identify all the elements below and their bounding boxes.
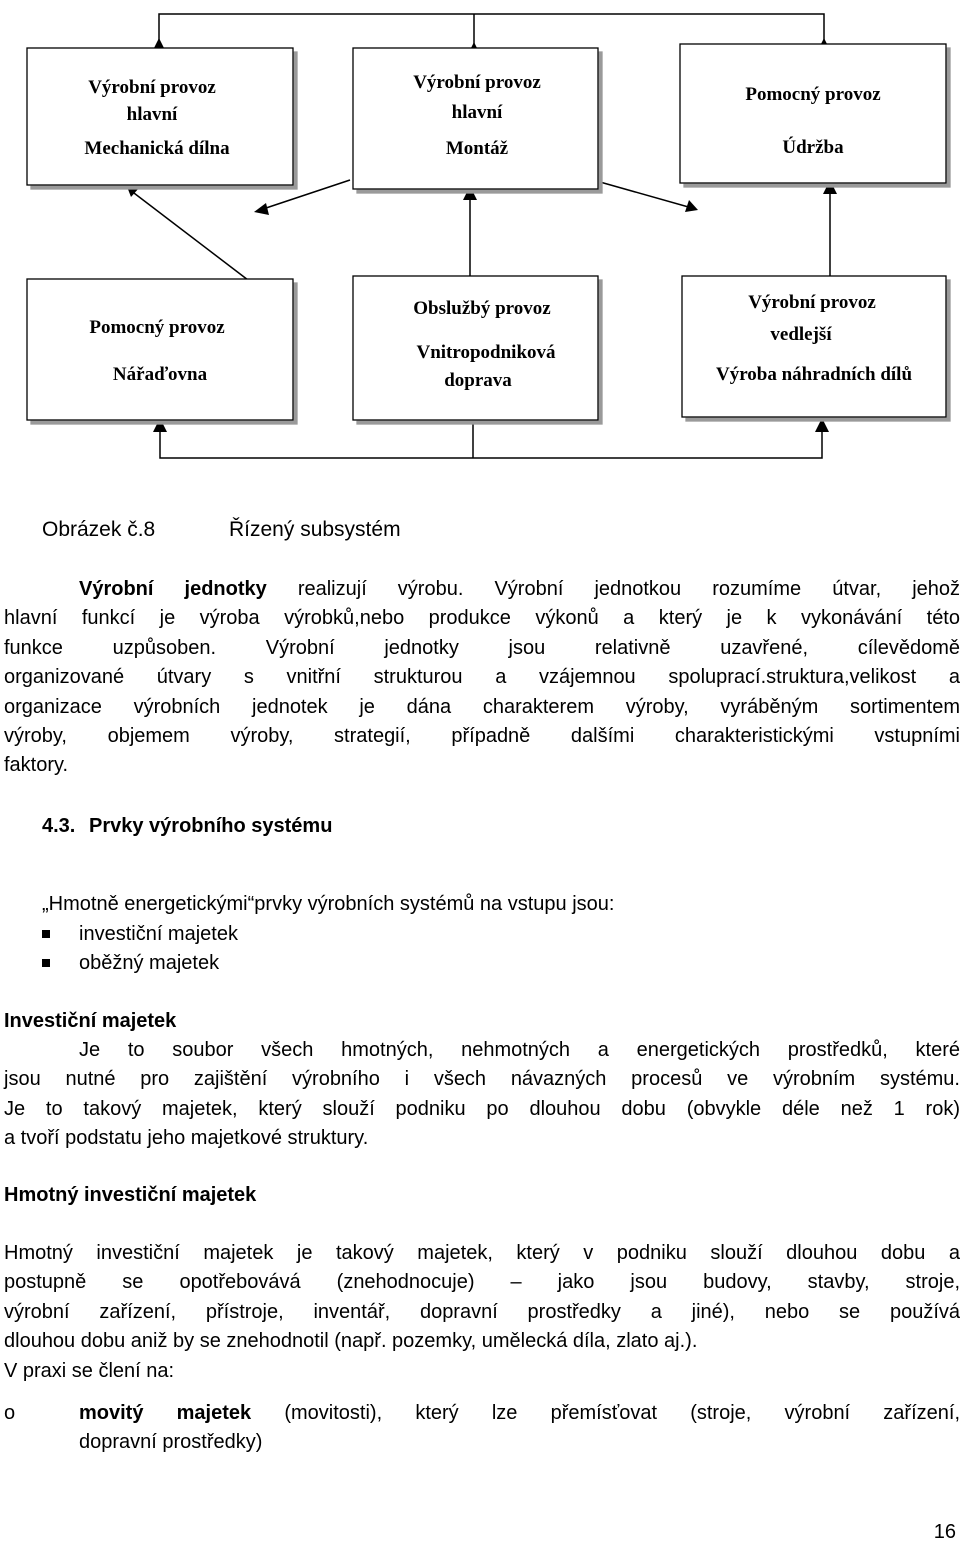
inv-line3: Je to takový majetek, který slouží podniku po dlouhou dobu (obvykle déle než 1 rok): [4, 1097, 960, 1120]
arrowhead-icon: [815, 418, 829, 432]
box6-line2: vedlejší: [770, 324, 832, 345]
bullet-item: investiční majetek: [79, 923, 238, 945]
box4-line1: Pomocný provoz: [89, 317, 225, 338]
box2-line2: hlavní: [451, 102, 503, 123]
paragraph-tangible: [4, 1239, 960, 1386]
figure-number: Obrázek č.8: [42, 518, 156, 541]
section-number: 4.3.: [42, 815, 76, 837]
square-bullet-icon: [42, 959, 50, 967]
subsystem-diagram: [0, 0, 960, 480]
tang-line3: výrobní zařízení, přístroje, inventář, dopravní prostředky a jiné), nebo se používá: [4, 1300, 960, 1323]
box2-line1: Výrobní provoz: [413, 72, 541, 93]
box-aux-toolroom: [27, 279, 293, 420]
box5-line1: Obslužbý provoz: [413, 298, 551, 319]
movable-item: [79, 1399, 960, 1458]
movable-bold-lead: movitý majetek: [79, 1402, 252, 1424]
tang-line1: Hmotný investiční majetek je takový majetek, který v podniku slouží dlouhou dobu a: [4, 1242, 960, 1264]
box1-line1: Výrobní provoz: [88, 77, 216, 98]
para1-line6: výroby, objemem výroby, strategií, případně dalšími charakteristickými vstupními: [4, 725, 960, 748]
para1-line7: faktory.: [4, 754, 69, 777]
para1-line1: [4, 575, 960, 604]
bottom-connector-line: [160, 424, 822, 458]
top-connector-line: [159, 14, 824, 44]
figure-title: Řízený subsystém: [229, 518, 401, 541]
box5-line2: Vnitropodniková: [416, 342, 556, 363]
para1-line2: hlavní funkcí je výroba výrobků,nebo produkce výkonů a který je k vykonávání této: [4, 607, 960, 630]
box1-line2: hlavní: [126, 104, 178, 125]
investment-heading: Investiční majetek: [4, 1010, 177, 1032]
para1-bold-lead: Výrobní jednotky: [79, 578, 267, 600]
box-aux-maintenance: [680, 44, 946, 183]
circle-bullet-icon: o: [4, 1402, 16, 1424]
inv-line1: Je to soubor všech hmotných, nehmotných a energetických prostředků, které: [79, 1039, 960, 1061]
para1-line1-text: realizují výrobu. Výrobní jednotkou rozumíme útvar, jehož: [266, 578, 960, 600]
tangible-heading: Hmotný investiční majetek: [4, 1184, 257, 1206]
bullet-item: oběžný majetek: [79, 952, 220, 974]
box4-line2: Nářaďovna: [112, 364, 208, 385]
section-title: Prvky výrobního systému: [89, 815, 333, 837]
para1-line3: funkce uzpůsoben. Výrobní jednotky jsou relativně uzavřené, cílevědomě: [4, 636, 960, 659]
tang-line2: postupně se opotřebovává (znehodnocuje) – jako jsou budovy, stavby, stroje,: [4, 1271, 960, 1294]
box3-line1: Pomocný provoz: [745, 84, 881, 105]
page-number: 16: [933, 1521, 956, 1543]
box1-line3: Mechanická dílna: [84, 138, 230, 159]
box6-line1: Výrobní provoz: [748, 292, 876, 313]
box2-line3: Montáž: [445, 138, 509, 159]
arrowhead-icon: [254, 203, 269, 215]
inv-line4: a tvoří podstatu jeho majetkové struktury.: [4, 1127, 369, 1150]
box6-line3: Výroba náhradních dílů: [715, 364, 913, 385]
para1-line5: organizace výrobních jednotek je dána charakterem výroby, vyráběným sortimentem: [4, 695, 960, 718]
intro-line: „Hmotně energetickými“prvky výrobních systémů na vstupu jsou:: [42, 893, 615, 915]
square-bullet-icon: [42, 930, 50, 938]
movable-line2: dopravní prostředky): [79, 1431, 263, 1454]
arrow-box4-to-box1: [130, 190, 248, 280]
box5-line3: doprava: [444, 370, 512, 391]
arrow-box2-to-box3: [600, 182, 692, 208]
box3-line2: Údržba: [782, 137, 844, 158]
tang-line5: V praxi se člení na:: [4, 1359, 175, 1382]
movable-line1-text: (movitosti), který lze přemísťovat (stroje, výrobní zařízení,: [251, 1402, 960, 1424]
inv-line2: jsou nutné pro zajištění výrobního i všech návazných procesů ve výrobním systému.: [4, 1068, 960, 1091]
para1-line4: organizované útvary s vnitřní strukturou a vzájemnou spoluprací.struktura,velikost a: [4, 666, 960, 689]
paragraph-production-units: [4, 575, 960, 781]
paragraph-investment: [4, 1036, 960, 1154]
movable-line1: [79, 1399, 960, 1428]
tang-line4: dlouhou dobu aniž by se znehodnotil (např. pozemky, umělecká díla, zlato aj.).: [4, 1330, 698, 1353]
